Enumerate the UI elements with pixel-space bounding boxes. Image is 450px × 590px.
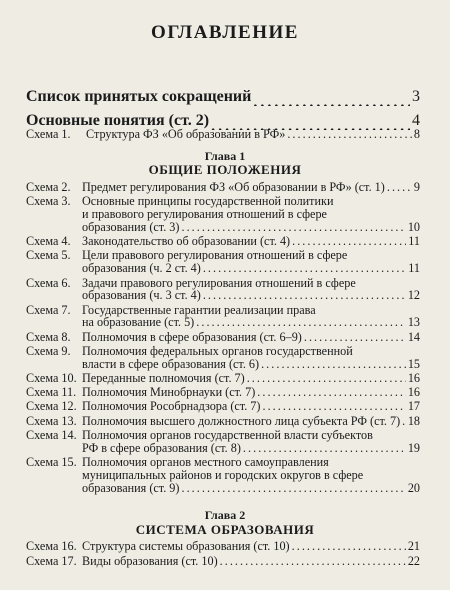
dot-leader	[387, 181, 412, 193]
toc-entry-page: 16	[407, 371, 420, 385]
toc-entry-text: Государственные гарантии реализации права	[82, 302, 316, 317]
chapter-2-title: СИСТЕМА ОБРАЗОВАНИЯ	[135, 522, 315, 537]
toc-entry-page: 21	[407, 539, 420, 553]
toc-entry-page: 18	[407, 413, 420, 428]
toc-entry-text: Полномочия в сфере образования (ст. 6–9)	[82, 329, 302, 344]
toc-entry-page: 11	[408, 234, 420, 249]
toc-entry-page: 22	[407, 553, 420, 568]
scheme-label: Схема 8.	[26, 329, 71, 344]
scheme-label: Схема 11.	[26, 385, 77, 400]
scheme-label: Схема 3.	[26, 194, 71, 209]
toc-entry-page: 4	[412, 112, 420, 129]
dot-leader	[253, 94, 410, 106]
dot-leader	[261, 358, 406, 370]
scheme-label: Схема 10.	[26, 371, 77, 385]
toc-entry-page: 19	[407, 440, 420, 455]
scheme-label: Схема 9.	[26, 343, 71, 358]
dot-leader	[292, 235, 406, 247]
dot-leader	[257, 386, 406, 398]
toc-entry-text: Полномочия органов государственной власти субъектов	[82, 427, 373, 442]
toc-entry-page: 16	[407, 385, 420, 400]
dot-leader	[181, 482, 405, 494]
toc-entry-text: Предмет регулирования ФЗ «Об образовании в РФ» (ст. 1)	[82, 180, 385, 194]
toc-entry[interactable]	[0, 345, 450, 371]
scheme-label: Схема 5.	[26, 248, 71, 263]
toc-entry-text: муниципальных районов и городских округов в сфере	[82, 467, 364, 482]
scheme-label: Схема 17.	[26, 553, 77, 568]
toc-entry-page: 3	[412, 88, 420, 105]
toc-entry-page: 20	[407, 480, 420, 495]
toc-entry-text: Полномочия федеральных органов государственной	[82, 343, 353, 358]
toc-entry[interactable]	[0, 128, 450, 142]
toc-entry-text: образования (ст. 3)	[82, 219, 180, 234]
toc-entry-text: Структура системы образования (ст. 10)	[82, 539, 290, 553]
toc-entry-page: 9	[413, 180, 420, 194]
scheme-label: Схема 2.	[26, 180, 71, 194]
dot-leader	[243, 442, 406, 454]
dot-leader	[402, 415, 406, 427]
chapter-1-number: Глава 1	[204, 149, 246, 163]
toc-entry[interactable]	[0, 249, 450, 275]
dot-leader	[292, 540, 406, 552]
toc-entry[interactable]	[0, 304, 450, 330]
toc-entry-page: 14	[407, 329, 420, 344]
toc-entry-text: образования (ч. 2 ст. 4)	[82, 261, 201, 276]
chapter-1-title: ОБЩИЕ ПОЛОЖЕНИЯ	[148, 162, 302, 177]
toc-entry-page: 12	[407, 288, 420, 303]
toc-entry-text: Полномочия высшего должностного лица субъекта РФ (ст. 7)	[82, 413, 401, 428]
toc-entry[interactable]	[0, 429, 450, 455]
dot-leader	[196, 316, 406, 328]
toc-entry-text: Виды образования (ст. 10)	[82, 553, 218, 568]
toc-entry[interactable]	[0, 277, 450, 303]
scheme-label: Схема 16.	[26, 539, 77, 553]
toc-entry[interactable]	[0, 555, 450, 568]
toc-entry[interactable]	[0, 456, 450, 495]
toc-entry[interactable]	[0, 386, 450, 399]
toc-entry-text: Задачи правового регулирования отношений в сфере	[82, 275, 356, 290]
dot-leader	[262, 400, 405, 412]
dot-leader	[304, 331, 406, 343]
scheme-label: Схема 12.	[26, 399, 77, 414]
toc-entry[interactable]	[0, 195, 450, 234]
toc-entry[interactable]	[0, 331, 450, 344]
toc-entry[interactable]	[0, 400, 450, 413]
toc-entry-page: 11	[408, 261, 420, 276]
chapter-2-number: Глава 2	[204, 508, 246, 522]
toc-entry-label: Структура ФЗ «Об образовании в РФ»	[86, 127, 286, 141]
toc-entry-text: Переданные полномочия (ст. 7)	[82, 371, 245, 385]
toc-entry-text: Полномочия Минобрнауки (ст. 7)	[82, 385, 256, 400]
toc-entry-text: Полномочия органов местного самоуправления	[82, 454, 329, 469]
toc-entry-text: на образование (ст. 5)	[82, 315, 195, 330]
toc-entry-text: власти в сфере образования (ст. 6)	[82, 356, 260, 371]
dot-leader	[181, 221, 405, 233]
toc-entry-text: Цели правового регулирования отношений в сфере	[82, 248, 348, 263]
dot-leader	[203, 289, 406, 301]
toc-entry-text: и правового регулирования отношений в сфере	[82, 207, 327, 222]
toc-entry[interactable]	[0, 415, 450, 428]
dot-leader	[247, 372, 406, 384]
scheme-label: Схема 14.	[26, 427, 77, 442]
toc-entry[interactable]	[0, 372, 450, 385]
toc-entry-page: 10	[407, 219, 420, 234]
toc-entry-page: 15	[407, 356, 420, 371]
toc-entry-label: Список принятых сокращений	[26, 88, 252, 105]
toc-entry-text: образования (ст. 9)	[82, 480, 180, 495]
toc-entry-page: 17	[407, 399, 420, 414]
page-title: ОГЛАВЛЕНИЕ	[151, 22, 299, 43]
scheme-label: Схема 6.	[26, 275, 71, 290]
dot-leader	[220, 555, 406, 567]
dot-leader	[287, 128, 412, 140]
toc-entry-text: Законодательство об образовании (ст. 4)	[82, 234, 291, 249]
scheme-label: Схема 7.	[26, 302, 71, 317]
toc-entry-text: Основные принципы государственной политики	[82, 194, 334, 209]
toc-entry[interactable]	[0, 540, 450, 553]
scheme-label: Схема 13.	[26, 413, 77, 428]
scheme-label: Схема 15.	[26, 454, 77, 469]
scheme-label: Схема 4.	[26, 234, 71, 249]
toc-entry-text: РФ в сфере образования (ст. 8)	[82, 440, 241, 455]
toc-entry-text: образования (ч. 3 ст. 4)	[82, 288, 201, 303]
toc-entry-text: Полномочия Рособрнадзора (ст. 7)	[82, 399, 261, 414]
scheme-label: Схема 1.	[26, 127, 71, 141]
toc-entry-label: Основные понятия (ст. 2)	[26, 112, 210, 129]
toc-entry[interactable]	[26, 88, 420, 106]
toc-entry[interactable]	[0, 235, 450, 248]
toc-entry-page: 13	[407, 315, 420, 330]
toc-entry[interactable]	[0, 181, 450, 194]
toc-entry-page: 8	[413, 127, 420, 141]
dot-leader	[203, 262, 406, 274]
